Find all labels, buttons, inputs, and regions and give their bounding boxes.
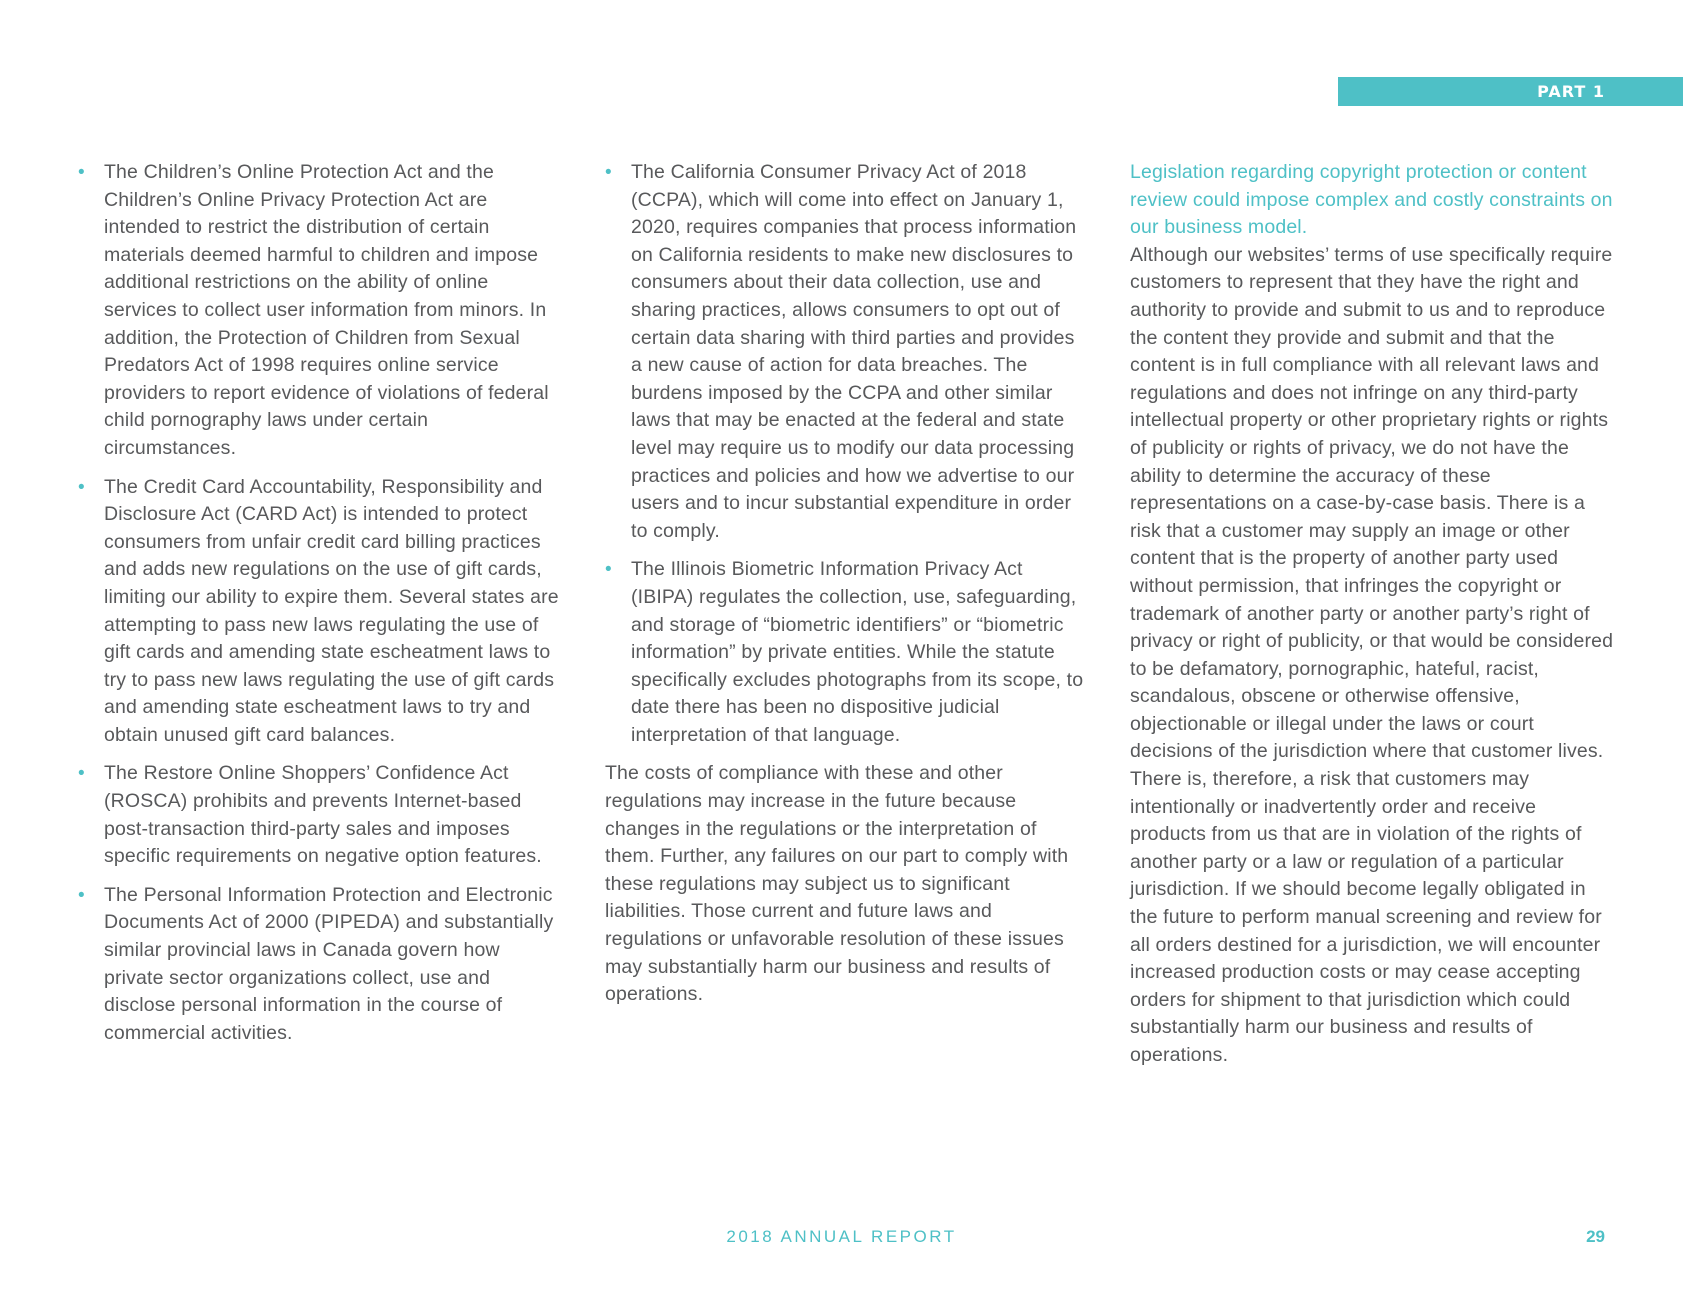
bullet-icon: • xyxy=(78,763,85,785)
page-number: 29 xyxy=(1586,1227,1605,1246)
list-item xyxy=(78,474,563,750)
body-paragraph: The costs of compliance with these and other regulations may increase in the future because changes in the regulations or the interpretation of them. Further, any failures on our part to comply with these regulations may subject us to significant liabilities. Those current and future laws and regulations or unfavorable resolution of these issues may substantially harm our business and results of operations. xyxy=(605,762,1069,1006)
bullet-list xyxy=(78,159,563,1047)
column-right xyxy=(1130,159,1615,1070)
bullet-icon: • xyxy=(78,162,85,183)
footer-title: 2018 ANNUAL REPORT xyxy=(726,1227,957,1246)
bullet-text: The Children’s Online Protection Act and the Children’s Online Privacy Protection Act are intended to restrict the distribution of certain materials deemed harmful to children and impose additional restrictions on the ability of online services to collect user information from minors. In addition, the Protection of Children from Sexual Predators Act of 1998 requires online service providers to report evidence of violations of federal child pornography laws under certain circumstances. xyxy=(104,161,549,459)
list-item xyxy=(78,882,563,1048)
bullet-list xyxy=(605,159,1085,749)
bullet-text: The Personal Information Protection and Electronic Documents Act of 2000 (PIPEDA) and substantially similar provincial laws in Canada govern how private sector organizations collect, use and disclose personal information in the course of commercial activities. xyxy=(104,883,554,1044)
column-left xyxy=(78,159,563,1058)
list-item xyxy=(605,159,1085,545)
section-heading: Legislation regarding copyright protection or content review could impose complex and costly constraints on our business model. xyxy=(1130,161,1613,239)
bullet-icon: • xyxy=(605,162,612,183)
column-middle xyxy=(605,159,1085,1009)
bullet-icon: • xyxy=(78,884,85,906)
bullet-icon: • xyxy=(78,476,85,498)
bullet-text: The Credit Card Accountability, Responsibility and Disclosure Act (CARD Act) is intended to protect consumers from unfair credit card billing practices and adds new regulations on the use of gift cards, limiting our ability to expire them. Several states are attempting to pass new laws regulating the use of gift cards and amending state escheatment laws to try to pass new laws regulating the use of gift cards and amending state escheatment laws to try and obtain unused gift card balances. xyxy=(104,475,559,746)
list-item xyxy=(605,556,1085,749)
part-tab xyxy=(1338,77,1683,106)
list-item xyxy=(78,159,563,463)
body-paragraph: Although our websites’ terms of use specifically require customers to represent that they have the right and authority to provide and submit to us and to reproduce the content they provide and submit and that the content is in full compliance with all relevant laws and regulations and does not infringe on any third-party intellectual property or other proprietary rights or rights of publicity or rights of privacy, we do not have the ability to determine the accuracy of these representations on a case-by-case basis. There is a risk that a customer may supply an image or other content that is the property of another party used without permission, that infringes the copyright or trademark of another party or another party’s right of privacy or right of publicity, or that would be considered to be defamatory, pornographic, hateful, racist, scandalous, obscene or otherwise offensive, objectionable or illegal under the laws or court decisions of the jurisdiction where that customer lives. There is, therefore, a risk that customers may intentionally or inadvertently order and receive products from us that are in violation of the rights of another party or a law or regulation of a particular jurisdiction. If we should become legally obligated in the future to perform manual screening and review for all orders destined for a jurisdiction, we will encounter increased production costs or may cease accepting orders for shipment to that jurisdiction which could substantially harm our business and results of operations. xyxy=(1130,243,1614,1066)
bullet-text: The Restore Online Shoppers’ Confidence Act (ROSCA) prohibits and prevents Internet-based post-transaction third-party sales and imposes specific requirements on negative option features. xyxy=(104,762,542,868)
part-label: PART 1 xyxy=(1537,82,1605,101)
bullet-icon: • xyxy=(605,559,612,581)
list-item xyxy=(78,760,563,870)
bullet-text: The Illinois Biometric Information Privacy Act (IBIPA) regulates the collection, use, safeguarding, and storage of “biometric identifiers” or “biometric information” by private entities. While the statute specifically excludes photographs from its scope, to date there has been no dispositive judicial interpretation of that language. xyxy=(631,558,1084,746)
bullet-text: The California Consumer Privacy Act of 2018 (CCPA), which will come into effect on January 1, 2020, requires companies that process information on California residents to make new disclosures to consumers about their data collection, use and sharing practices, allows consumers to opt out of certain data sharing with third parties and provides a new cause of action for data breaches. The burdens imposed by the CCPA and other similar laws that may be enacted at the federal and state level may require us to modify our data processing practices and policies and how we advertise to our users and to incur substantial expenditure in order to comply. xyxy=(631,161,1077,542)
